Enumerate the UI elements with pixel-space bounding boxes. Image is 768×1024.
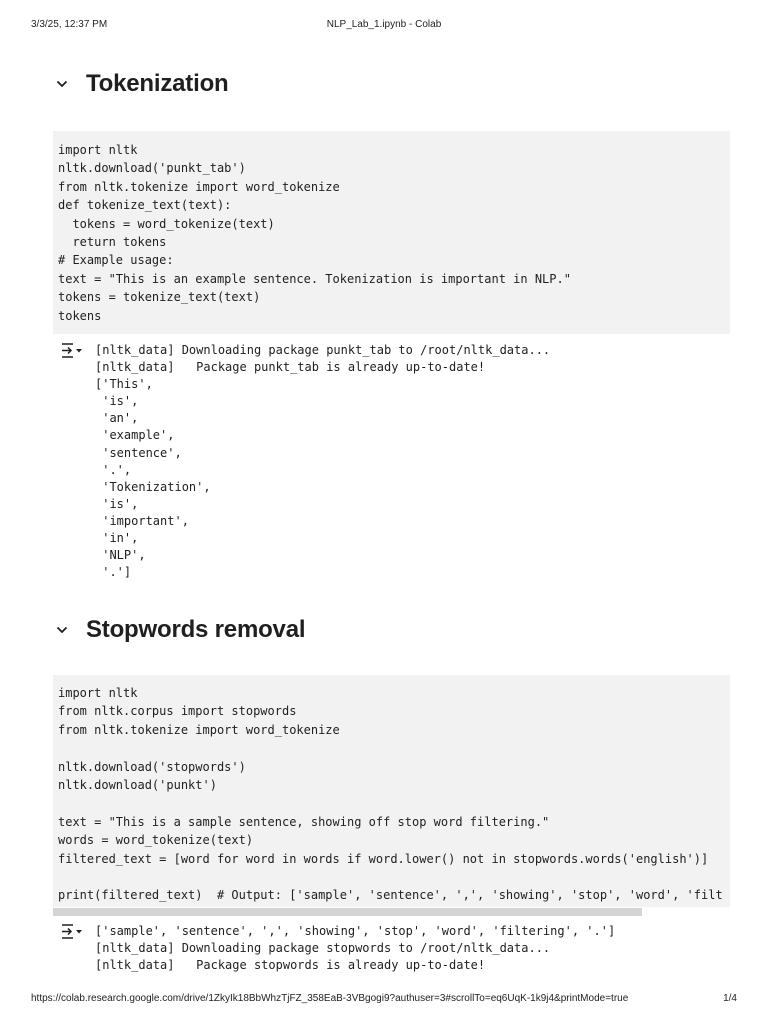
print-doc-title: NLP_Lab_1.ipynb - Colab (326, 19, 442, 30)
section-header-stopwords[interactable] (55, 616, 305, 644)
output-line: 'an', (95, 411, 139, 426)
code-line: from nltk.corpus import stopwords (58, 704, 297, 719)
output-line: [nltk_data] Downloading package punkt_tab to /root/nltk_data... (95, 343, 551, 357)
horizontal-scrollbar[interactable] (53, 908, 642, 916)
output-line: [nltk_data] Package punkt_tab is already up-to-date! (95, 360, 486, 375)
code-line: filtered_text = [word for word in words if word.lower() not in stopwords.words('english')] (58, 851, 709, 866)
code-line: def tokenize_text(text): (58, 198, 232, 213)
output-line: 'NLP', (95, 548, 146, 563)
code-line: tokens = word_tokenize(text) (58, 216, 275, 231)
output-line: '.', (95, 462, 132, 477)
code-line: text = "This is a sample sentence, showing off stop word filtering." (58, 814, 550, 829)
code-line: nltk.download('punkt_tab') (58, 161, 246, 176)
section-title: Tokenization (86, 70, 229, 97)
code-line: import nltk (58, 686, 138, 700)
code-line: from nltk.tokenize import word_tokenize (58, 722, 340, 737)
output-line: 'is', (95, 394, 139, 409)
output-line: ['This', (95, 377, 153, 392)
code-line: tokens = tokenize_text(text) (58, 290, 261, 305)
output-line: ['sample', 'sentence', ',', 'showing', 'stop', 'word', 'filtering', '.'] (95, 924, 616, 938)
print-datetime: 3/3/25, 12:37 PM (31, 19, 108, 30)
output-line: 'example', (95, 428, 175, 443)
output-toggle-icon[interactable] (60, 923, 84, 941)
section-title: Stopwords removal (86, 616, 306, 643)
code-line: import nltk (58, 143, 138, 157)
code-line: print(filtered_text) # Output: ['sample', 'sentence', ',', 'showing', 'stop', 'word', 'filt (58, 888, 723, 903)
code-line (58, 739, 730, 757)
output-toggle-icon[interactable] (60, 342, 84, 360)
code-line (58, 794, 730, 812)
output-line: '.'] (95, 565, 132, 580)
code-line: words = word_tokenize(text) (58, 833, 254, 848)
code-line: tokens (58, 308, 102, 323)
print-url: https://colab.research.google.com/drive/1ZkyIk18BbWhzTjFZ_358EaB-3VBgogi9?authuser=3#scrollTo=eq6UqK-1k9j4&printMode=true (31, 993, 629, 1004)
code-line: from nltk.tokenize import word_tokenize (58, 179, 340, 194)
output-line: [nltk_data] Downloading package stopwords to /root/nltk_data... (95, 941, 551, 956)
chevron-down-icon[interactable] (55, 623, 69, 637)
output-line: 'sentence', (95, 445, 182, 460)
output-line: [nltk_data] Package stopwords is already up-to-date! (95, 958, 486, 973)
code-line: nltk.download('punkt') (58, 777, 217, 792)
output-line: 'important', (95, 513, 189, 528)
code-cell-stopwords[interactable] (53, 675, 730, 907)
code-line (58, 868, 730, 886)
cell-output-stopwords (95, 923, 615, 974)
chevron-down-icon[interactable] (55, 77, 69, 91)
code-line: return tokens (58, 234, 167, 249)
print-page-number: 1/4 (723, 993, 737, 1004)
code-line: nltk.download('stopwords') (58, 759, 246, 774)
output-line: 'is', (95, 496, 139, 511)
cell-output-tokenization (95, 342, 550, 581)
section-header-tokenization[interactable] (55, 70, 229, 98)
output-line: 'in', (95, 531, 139, 546)
code-line: text = "This is an example sentence. Tokenization is important in NLP." (58, 271, 571, 286)
code-cell-tokenization[interactable] (53, 131, 730, 334)
code-line: # Example usage: (58, 253, 174, 268)
output-line: 'Tokenization', (95, 479, 211, 494)
